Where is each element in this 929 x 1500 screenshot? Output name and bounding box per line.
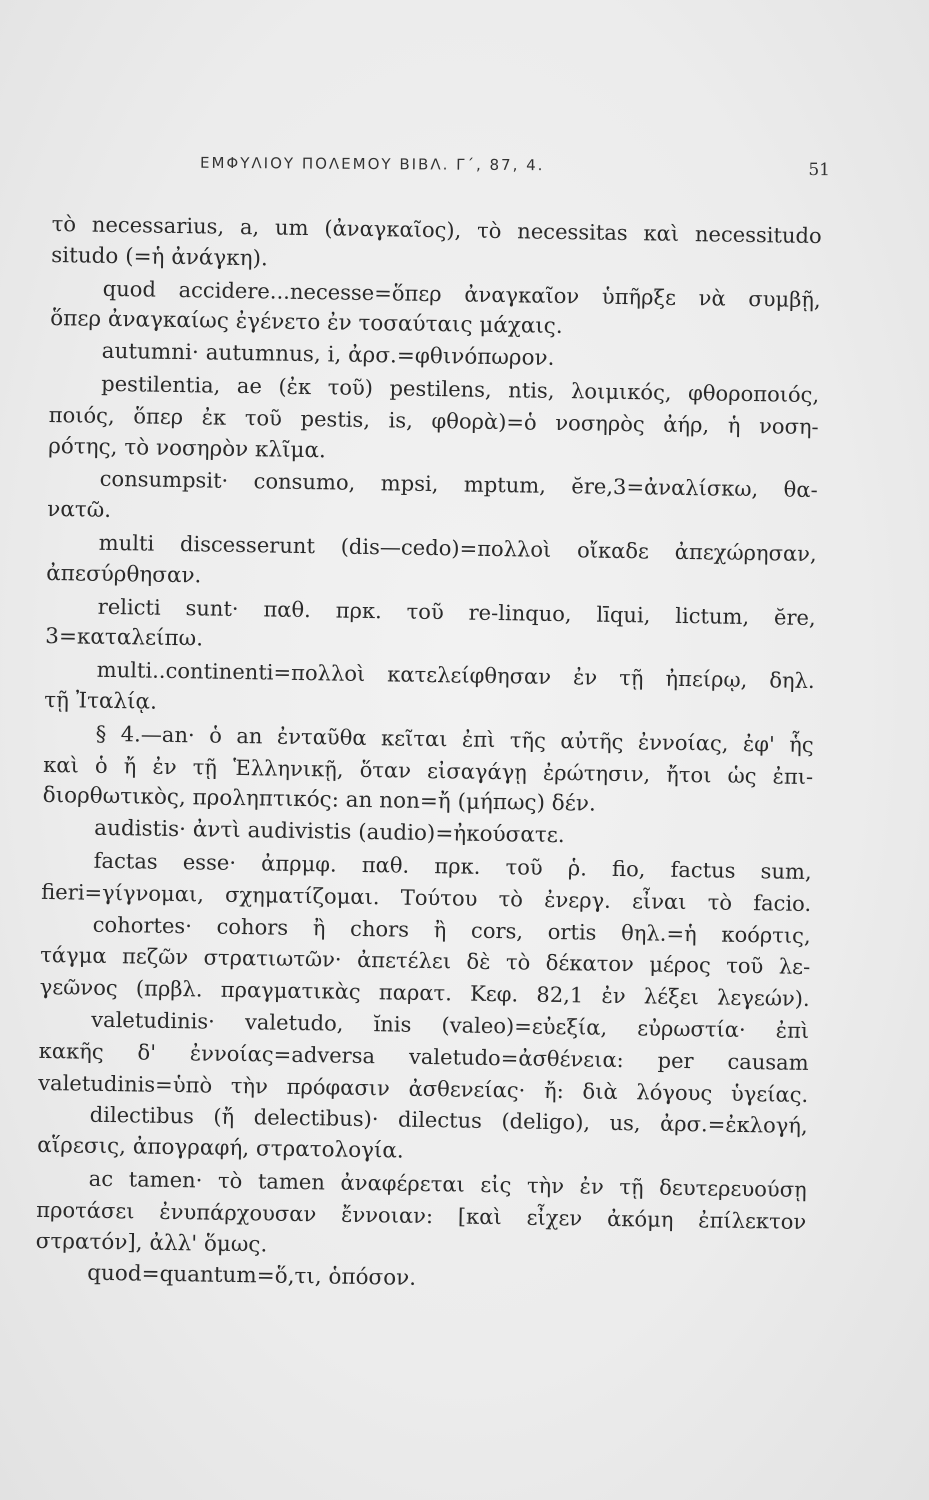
text-line: καὶ ὁ ἤ ἐν τῇ Ἑλληνικῇ, ὅταν εἰσαγάγῃ ἐρώτησιν, ἤτοι ὡς ἐπι- [43, 751, 814, 789]
text-line: valetudinis=ὑπὸ τὴν πρόφασιν ἀσθενείας· ἤ: διὰ λόγους ὑγείας. [38, 1069, 809, 1107]
text-line: factas esse· ἀπρμφ. παθ. πρκ. τοῦ ῥ. fio, factus sum, [93, 847, 812, 884]
text-line: valetudinis· valetudo, ĭnis (valeo)=εὐεξία, εὐρωστία· ἐπὶ [91, 1006, 810, 1043]
text-line: τάγμα πεζῶν στρατιωτῶν· ἀπετέλει δὲ τὸ δέκατον μέρος τοῦ λε- [40, 942, 811, 980]
text-line: § 4.—an· ὁ an ἐνταῦθα κεῖται ἐπὶ τῆς αὐτῆς ἐννοίας, ἐφ' ἧς [95, 720, 814, 757]
text-line: ρότης, τὸ νοσηρὸν κλῖμα. [48, 433, 327, 463]
text-line: dilectibus (ἤ delectibus)· dilectus (deligo), us, ἀρσ.=ἐκλογή, [89, 1102, 808, 1139]
text-line: κακῆς δ' ἐννοίας=adversa valetudo=ἀσθένεια: per causam [38, 1037, 809, 1075]
text-line: relicti sunt· παθ. πρκ. τοῦ re-linquo, līqui, lictum, ĕre, [97, 593, 816, 630]
running-head: ΕΜΦΥΛΙΟΥ ΠΟΛΕΜΟΥ ΒΙΒΛ. Γ΄, 87, 4. [199, 153, 545, 175]
text-line: ἀπεσύρθησαν. [46, 560, 202, 589]
text-line: situdo (=ἡ ἀνάγκη). [51, 242, 268, 272]
text-line: τὸ necessarius, a, um (ἀναγκαῖος), τὸ necessitas καὶ necessitudo [51, 210, 822, 249]
text-line: γεῶνος (πρβλ. πραγματικὰς παρατ. Κεφ. 82,1 ἐν λέξει λεγεών). [39, 974, 810, 1012]
text-line: διορθωτικὸς, προληπτικός: an non=ἤ (μήπως) δέν. [42, 783, 596, 817]
text-line: cohortes· cohors ἢ chors ἢ cors, ortis θηλ.=ἡ κοόρτις, [92, 911, 811, 948]
body-text [35, 208, 822, 1301]
text-line: ac tamen· τὸ tamen ἀναφέρεται εἰς τὴν ἐν τῇ δευτερευούσῃ [88, 1165, 807, 1202]
text-line: ὅπερ ἀναγκαίως ἐγένετο ἐν τοσαύταις μάχαις. [50, 306, 563, 340]
text-line: 3=καταλείπω. [45, 624, 204, 652]
text-line: consumpsit· consumo, mpsi, mptum, ĕre,3=ἀναλίσκω, θα- [99, 466, 818, 503]
text-line: προτάσει ἐνυπάρχουσαν ἔννοιαν: [καὶ εἶχεν ἀκόμη ἐπίλεκτον [36, 1196, 807, 1234]
text-line: multi discesserunt (dis—cedo)=πολλοὶ οἴκαδε ἀπεχώρησαν, [98, 529, 817, 567]
text-line: ποιός, ὅπερ ἐκ τοῦ pestis, is, φθορὰ)=ὁ νοσηρὸς ἀήρ, ἡ νοση- [48, 401, 819, 439]
text-line: στρατόν], ἀλλ' ὅμως. [35, 1228, 268, 1258]
text-line: audistis· ἀντὶ audivistis (audio)=ἠκούσατε. [94, 815, 565, 849]
page-number: 51 [808, 160, 831, 181]
text-line: multi..continenti=πολλοὶ κατελείφθησαν ἐν τῇ ἠπείρῳ, δηλ. [96, 656, 815, 694]
text-line: quod accidere...necesse=ὅπερ ἀναγκαῖον ὑπῆρξε νὰ συμβῇ, [102, 275, 821, 312]
text-line: τῇ Ἰταλίᾳ. [44, 687, 158, 715]
text-line: pestilentia, ae (ἐκ τοῦ) pestilens, ntis, λοιμικός, φθοροποιός, [101, 370, 820, 408]
text-line: autumni· autumnus, i, ἀρσ.=φθινόπωρον. [101, 338, 555, 372]
text-line: νατῶ. [47, 497, 112, 524]
page-header [200, 154, 830, 188]
text-line: quod=quantum=ὅ,τι, ὁπόσον. [87, 1260, 417, 1292]
text-line: fieri=γίγνομαι, σχηματίζομαι. Τούτου τὸ ἐνεργ. εἶναι τὸ facio. [41, 878, 812, 916]
text-line: αἵρεσις, ἀπογραφή, στρατολογία. [37, 1132, 404, 1164]
